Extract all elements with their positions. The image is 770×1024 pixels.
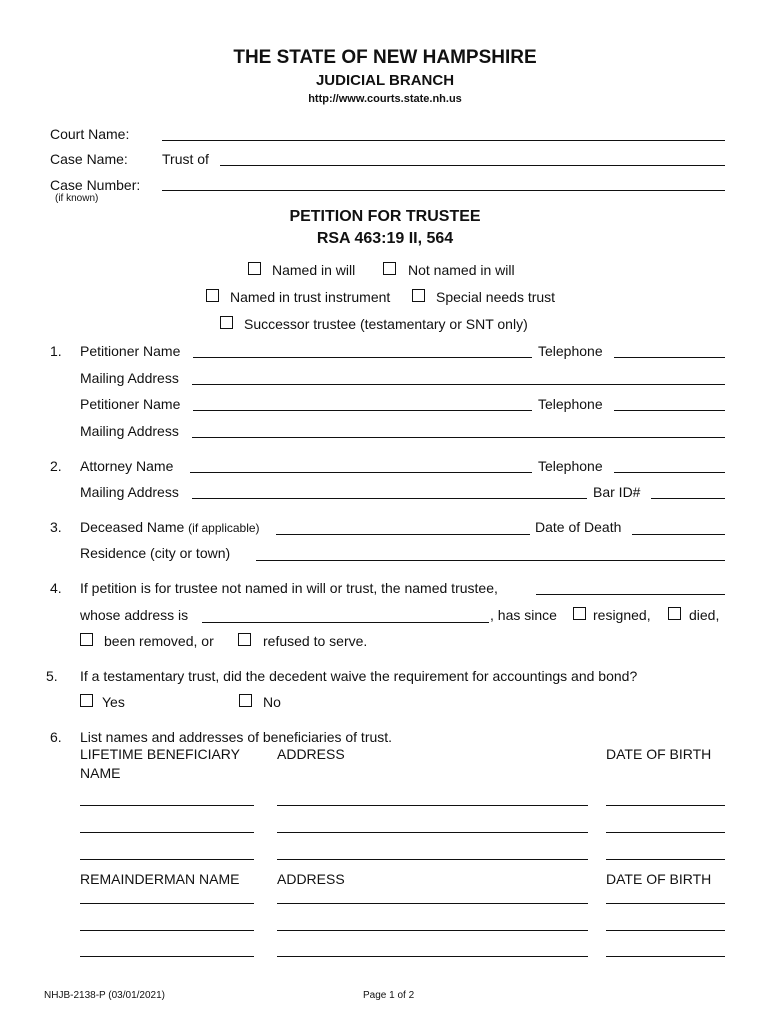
remainderman-name-field-2[interactable] [80,930,254,931]
petition-title: PETITION FOR TRUSTEE [289,208,481,225]
successor-trustee-label: Successor trustee (testamentary or SNT only) [244,316,528,332]
named-in-will-checkbox[interactable] [248,262,261,275]
refused-checkbox[interactable] [238,633,251,646]
section-3-number: 3. [50,519,62,535]
special-needs-checkbox[interactable] [412,289,425,302]
died-label: died, [689,607,720,623]
date-of-death-label: Date of Death [535,519,622,535]
not-named-in-will-checkbox[interactable] [383,262,396,275]
petitioner-name-2-label: Petitioner Name [80,396,181,412]
mailing-address-field[interactable] [192,384,725,385]
named-trustee-field[interactable] [536,594,725,595]
attorney-name-label: Attorney Name [80,458,174,474]
address-header: ADDRESS [277,746,345,762]
named-in-trust-label: Named in trust instrument [230,289,391,305]
removed-label: been removed, or [104,633,214,649]
mailing-address-2-field[interactable] [192,437,725,438]
form-id: NHJB-2138-P (03/01/2021) [44,990,165,1001]
resigned-checkbox[interactable] [573,607,586,620]
named-in-will-label: Named in will [272,262,356,278]
yes-label: Yes [102,694,125,710]
petitioner-name-field[interactable] [193,357,532,358]
remainderman-dob-field-3[interactable] [606,956,725,957]
no-label: No [263,694,281,710]
section-4-number: 4. [50,580,62,596]
name-header: NAME [80,765,121,781]
telephone-label: Telephone [538,343,603,359]
telephone-2-field[interactable] [614,410,725,411]
case-number-field[interactable] [162,190,725,191]
attorney-name-field[interactable] [190,472,532,473]
bar-id-label: Bar ID# [593,484,641,500]
has-since-label: , has since [490,607,557,623]
residence-label: Residence (city or town) [80,545,231,561]
residence-field[interactable] [256,560,725,561]
date-of-death-field[interactable] [632,534,725,535]
section-4-text: If petition is for trustee not named in will or trust, the named trustee, [80,580,498,596]
court-url: http://www.courts.state.nh.us [308,93,462,105]
lifetime-name-field-2[interactable] [80,832,254,833]
lifetime-name-field-3[interactable] [80,859,254,860]
state-title: THE STATE OF NEW HAMPSHIRE [233,47,537,68]
trustee-address-field[interactable] [202,622,489,623]
special-needs-label: Special needs trust [436,289,556,305]
lifetime-address-field-1[interactable] [277,805,588,806]
branch-title: JUDICIAL BRANCH [315,72,455,89]
deceased-name-text: Deceased Name [80,519,185,535]
case-name-label: Case Name: [50,151,128,167]
remainderman-header: REMAINDERMAN NAME [80,871,240,887]
trust-of-label: Trust of [162,151,209,167]
page-number: Page 1 of 2 [363,990,415,1001]
lifetime-beneficiary-header: LIFETIME BENEFICIARY [80,746,240,762]
lifetime-dob-field-3[interactable] [606,859,725,860]
case-name-field[interactable] [220,165,725,166]
petitioner-name-label: Petitioner Name [80,343,181,359]
yes-checkbox[interactable] [80,694,93,707]
if-known-note: (if known) [55,193,99,204]
remainderman-address-field-3[interactable] [277,956,588,957]
dob-header: DATE OF BIRTH [606,746,712,762]
successor-trustee-checkbox[interactable] [220,316,233,329]
lifetime-address-field-3[interactable] [277,859,588,860]
petition-statute: RSA 463:19 II, 564 [316,230,454,247]
lifetime-dob-field-1[interactable] [606,805,725,806]
resigned-label: resigned, [593,607,651,623]
section-6-number: 6. [50,729,62,745]
lifetime-dob-field-2[interactable] [606,832,725,833]
remainderman-dob-field-1[interactable] [606,903,725,904]
died-checkbox[interactable] [668,607,681,620]
court-name-field[interactable] [162,140,725,141]
mailing-address-2-label: Mailing Address [80,423,179,439]
remainderman-dob-field-2[interactable] [606,930,725,931]
mailing-address-label: Mailing Address [80,370,179,386]
deceased-name-label [80,519,260,535]
attorney-telephone-label: Telephone [538,458,603,474]
named-in-trust-checkbox[interactable] [206,289,219,302]
section-1-number: 1. [50,343,62,359]
remainderman-address-header: ADDRESS [277,871,345,887]
remainderman-dob-header: DATE OF BIRTH [606,871,712,887]
section-6-instruction: List names and addresses of beneficiaries of trust. [80,729,393,745]
telephone-2-label: Telephone [538,396,603,412]
attorney-telephone-field[interactable] [614,472,725,473]
whose-address-label: whose address is [80,607,189,623]
section-2-number: 2. [50,458,62,474]
lifetime-address-field-2[interactable] [277,832,588,833]
not-named-in-will-label: Not named in will [408,262,515,278]
bar-id-field[interactable] [651,498,725,499]
remainderman-name-field-1[interactable] [80,903,254,904]
lifetime-name-field-1[interactable] [80,805,254,806]
section-5-question: If a testamentary trust, did the decedent waive the requirement for accountings and bond? [80,668,638,684]
refused-label: refused to serve. [263,633,368,649]
case-number-label: Case Number: [50,177,141,193]
attorney-address-field[interactable] [192,498,587,499]
remainderman-address-field-1[interactable] [277,903,588,904]
section-5-number: 5. [46,668,58,684]
removed-checkbox[interactable] [80,633,93,646]
attorney-address-label: Mailing Address [80,484,179,500]
no-checkbox[interactable] [239,694,252,707]
remainderman-address-field-2[interactable] [277,930,588,931]
if-applicable-note: (if applicable) [188,521,260,535]
telephone-field[interactable] [614,357,725,358]
deceased-name-field[interactable] [276,534,530,535]
court-name-label: Court Name: [50,126,130,142]
remainderman-name-field-3[interactable] [80,956,254,957]
petitioner-name-2-field[interactable] [193,410,532,411]
